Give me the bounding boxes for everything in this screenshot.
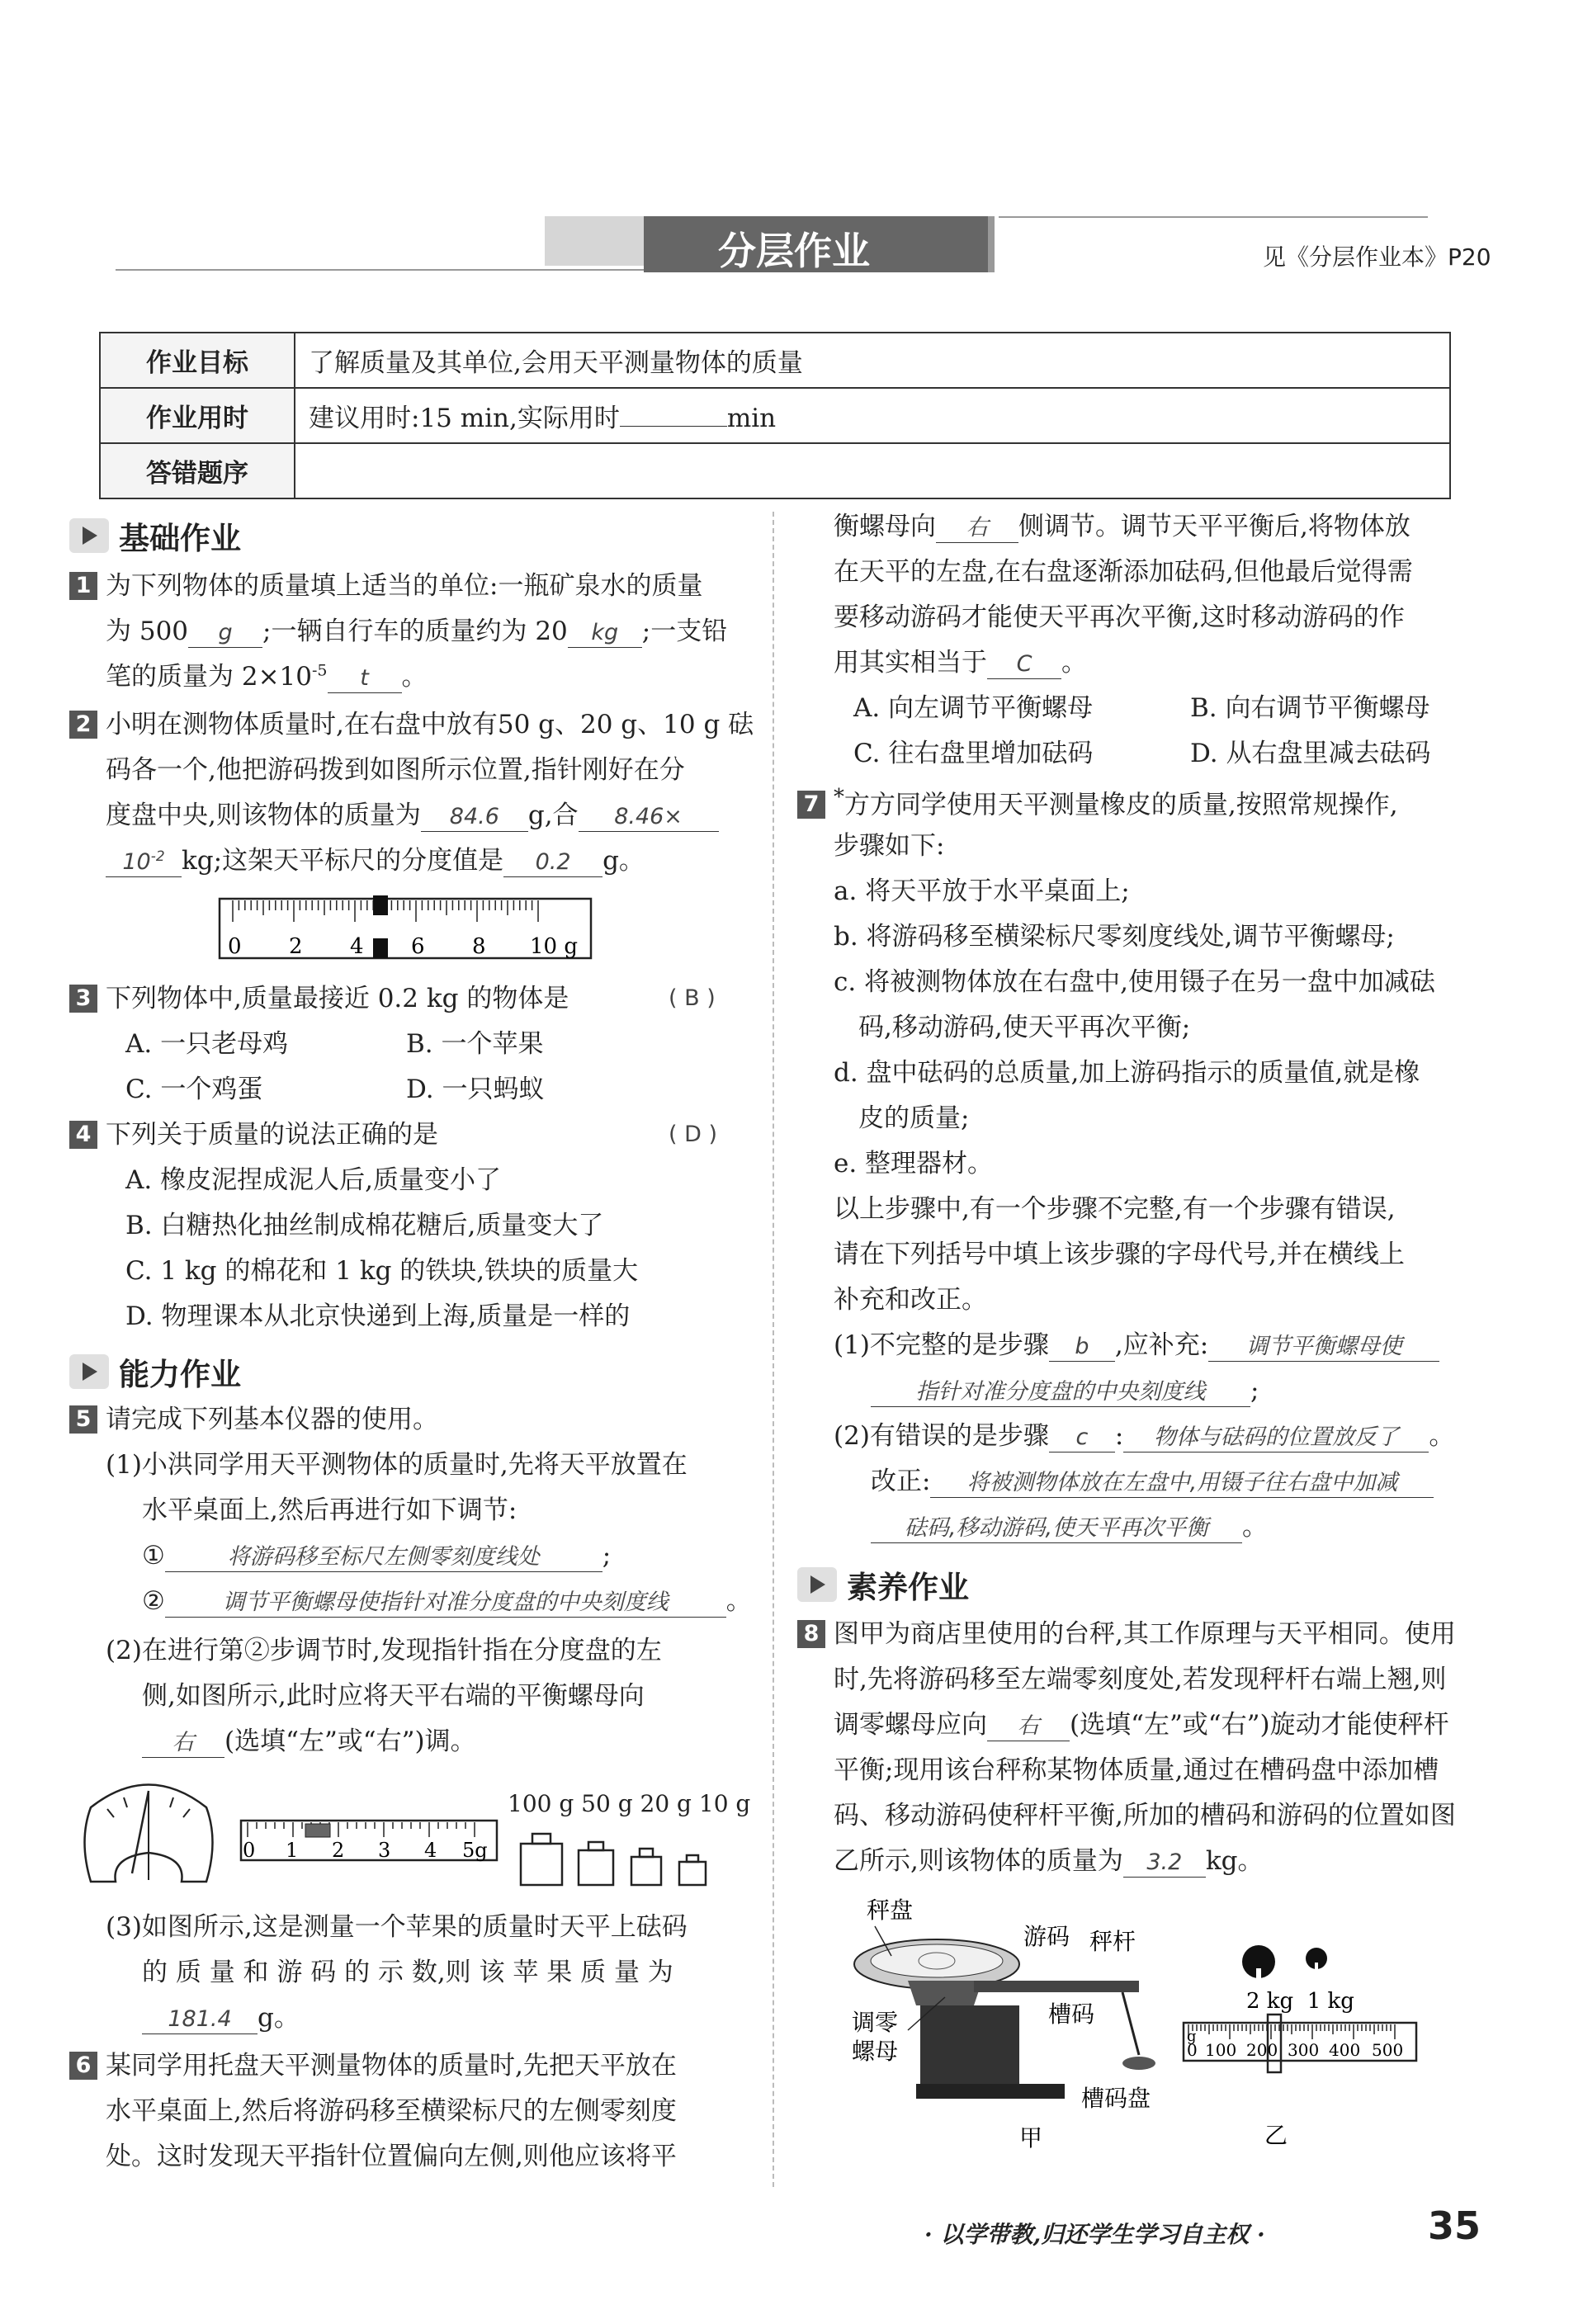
answer-blank[interactable]: g [188,619,262,648]
header-right-line [999,216,1428,218]
table-value[interactable] [295,443,1450,498]
q1-text: ;一辆自行车的质量约为 20 [262,616,568,646]
q7-line1 [797,784,1398,822]
header-ref: 见《分层作业本》P20 [1263,243,1491,271]
answer-blank[interactable]: 调节平衡螺母使 [1208,1333,1439,1362]
question-number: 3 [69,985,97,1013]
q2-text: 度盘中央,则该物体的质量为 [106,801,421,830]
q8-scale-figure-jia [842,1890,1188,2162]
answer-blank[interactable]: 物体与砝码的位置放反了 [1123,1424,1429,1452]
q6-option-b: B. 向右调节平衡螺母 [1190,693,1430,723]
q5-p1-line1: (1)小洪同学用天平测物体的质量时,先将天平放置在 [106,1450,688,1480]
q7-p1b [871,1374,1259,1407]
q7-fix2 [871,1510,1268,1543]
q7-text: : [1114,1421,1124,1451]
q3-stem [69,982,569,1015]
ruler-label: 500 [1372,2040,1404,2060]
answer-blank[interactable]: 0.2 [503,848,602,877]
q7-s1: 以上步骤中,有一个步骤不完整,有一个步骤有错误, [834,1194,1396,1224]
ruler-ticks [1188,2024,1395,2039]
q5-ruler-figure [239,1816,503,1865]
q5-weights-figure [516,1824,730,1890]
q7-text: 改正: [871,1467,931,1496]
ruler-label: 4 [350,934,364,959]
answer-blank[interactable]: b [1049,1333,1115,1362]
q6-r1 [834,510,1411,543]
time-text: 建议用时:15 min,实际用时 [309,404,620,433]
ruler-label: 6 [411,934,425,959]
q2-line4 [106,844,645,877]
answer-blank[interactable]: 181.4 [142,2005,258,2034]
q3-answer: ( B ) [669,985,716,1011]
q7-step-a: a. 将天平放于水平桌面上; [834,876,1130,906]
header-title: 分层作业 [718,229,870,273]
ruler-label: 4 [424,1839,437,1862]
q5-text: (选填“左”或“右”)调。 [224,1726,476,1756]
section-title: 素养作业 [847,1570,969,1605]
q6-option-c: C. 往右盘里增加砝码 [853,739,1094,768]
q4-answer: ( D ) [669,1122,718,1147]
q6-option-a: A. 向左调节平衡螺母 [853,693,1094,723]
q6-line2: 水平桌面上,然后将游码移至横梁标尺的左侧零刻度 [106,2096,677,2126]
ruler-label: 300 [1288,2040,1320,2060]
arrow-icon [797,1567,837,1602]
q2-ruler-figure [216,895,596,963]
q4-option-d: D. 物理课本从北京快递到上海,质量是一样的 [125,1301,631,1331]
question-number: 4 [69,1121,97,1149]
q8-line1 [797,1618,1456,1651]
ruler-label: 3 [378,1839,391,1862]
q5-c1 [142,1539,611,1572]
section-literacy [797,1562,969,1607]
q7-text: ,应补充: [1114,1330,1209,1360]
answer-blank[interactable]: 8.46× [579,803,719,832]
q2-line1 [69,708,754,741]
answer-blank[interactable]: 右 [142,1729,224,1758]
q7-text: 方方同学使用天平测量橡皮的质量,按照常规操作, [843,790,1398,820]
section-basic [69,513,241,558]
label-rider: 游码 [1023,1923,1070,1950]
answer-blank[interactable]: 将游码移至标尺左侧零刻度线处 [165,1543,602,1572]
q6-text: 某同学用托盘天平测量物体的质量时,先把天平放在 [106,2051,677,2081]
q5-c2 [142,1585,752,1618]
q3-option-a: A. 一只老母鸡 [125,1029,289,1059]
q8-line6 [834,1845,1264,1878]
q7-line2: 步骤如下: [834,831,945,861]
label-pan: 秤盘 [867,1897,914,1924]
ruler-label: 10 g [530,934,578,959]
table-label: 作业用时 [100,388,295,443]
q5-p2-line1: (2)在进行第②步调节时,发现指针指在分度盘的左 [106,1636,662,1665]
q1-line1 [69,569,702,602]
rider-marker [373,938,388,958]
q7-step-b: b. 将游码移至横梁标尺零刻度线处,调节平衡螺母; [834,922,1395,952]
q6-text: 衡螺母向 [834,512,936,541]
q3-option-d: D. 一只蚂蚁 [406,1075,545,1104]
q6-option-d: D. 从右盘里减去砝码 [1190,739,1431,768]
time-unit: min [726,404,777,433]
q4-stem [69,1118,438,1151]
q7-p1 [834,1329,1439,1362]
info-table [99,332,1451,499]
q7-step-d1: d. 盘中砝码的总质量,加上游码指示的质量值,就是橡 [834,1058,1420,1088]
q8-scale-figure-yi [1180,1935,1428,2158]
q8-text: 图甲为商店里使用的台秤,其工作原理与天平相同。使用 [834,1619,1456,1649]
q5-stem [69,1403,438,1436]
question-number: 6 [69,2052,97,2080]
q6-r3: 要移动游码才能使天平再次平衡,这时移动游码的作 [834,602,1405,632]
q5-p2-line3 [142,1725,476,1758]
q4-option-b: B. 白糖热化抽丝制成棉花糖后,质量变大了 [125,1211,604,1240]
table-row [100,388,1450,443]
ruler-label: 200 [1246,2040,1278,2060]
q8-text: kg。 [1205,1846,1264,1876]
q7-p2 [834,1419,1454,1452]
answer-blank[interactable]: 右 [936,514,1018,543]
ruler-unit: g [1187,2028,1197,2045]
ruler-label: 0 [243,1839,256,1862]
column-divider [773,512,774,2187]
label-slot-weight: 槽码 [1048,2000,1095,2028]
label-yi: 乙 [1264,2122,1288,2149]
punct: 。 [725,1586,752,1616]
table-row [100,443,1450,498]
q1-text: 笔的质量为 2×10 [106,662,312,692]
q8-line3 [834,1708,1449,1741]
q5-weights-label: 100 g 50 g 20 g 10 g [508,1790,751,1817]
q3-option-b: B. 一个苹果 [406,1029,544,1059]
q4-option-c: C. 1 kg 的棉花和 1 kg 的铁块,铁块的质量大 [125,1256,639,1286]
label-slot-pan: 槽码盘 [1081,2085,1151,2112]
header-left-line [116,269,644,271]
q5-p3-line1: (3)如图所示,这是测量一个苹果的质量时天平上砝码 [106,1912,688,1942]
q5-p2-line2: 侧,如图所示,此时应将天平右端的平衡螺母向 [142,1681,645,1711]
arrow-icon [69,518,109,553]
header-banner-shadow [545,216,660,266]
circled-number: ② [142,1586,165,1616]
answer-blank[interactable]: 3.2 [1123,1849,1206,1878]
slot-weights-label: 2 kg 1 kg [1246,1989,1354,2014]
q2-line3 [106,799,719,832]
q5-p1-line2: 水平桌面上,然后再进行如下调节: [142,1495,517,1525]
question-number: 8 [797,1620,825,1648]
q6-r4 [834,646,1087,679]
ruler-ticks [248,1822,475,1837]
question-number: 7 [797,791,825,819]
q6-line1 [69,2049,677,2082]
table-label: 答错题序 [100,443,295,498]
label-beam: 秤杆 [1089,1928,1136,1955]
ruler-label: 0 [1187,2040,1198,2060]
label-zero-2: 螺母 [852,2038,899,2065]
question-number: 1 [69,572,97,600]
q7-text: (1)不完整的是步骤 [834,1330,1049,1360]
q2-text: kg;这架天平标尺的分度值是 [182,846,504,876]
question-number: 2 [69,711,97,739]
q8-line5: 码、移动游码使秤杆平衡,所加的槽码和游码的位置如图 [834,1801,1456,1830]
ruler-label: 2 [332,1839,345,1862]
table-value [295,388,1450,443]
table-row [100,333,1450,388]
q6-r2: 在天平的左盘,在右盘逐渐添加砝码,但他最后觉得需 [834,557,1413,587]
q6-text: 。 [1061,648,1087,678]
q3-text: 下列物体中,质量最接近 0.2 kg 的物体是 [106,984,569,1013]
q1-text: 为 500 [106,616,189,646]
q7-step-e: e. 整理器材。 [834,1149,994,1179]
rider-marker [305,1824,330,1837]
ruler-label: 2 [289,934,303,959]
punct: 。 [1429,1421,1455,1451]
answer-blank[interactable]: t [328,664,402,693]
q8-text: (选填“左”或“右”)旋动才能使秤杆 [1070,1710,1449,1740]
answer-blank[interactable]: c [1049,1424,1115,1452]
q6-line3: 处。这时发现天平指针位置偏向左侧,则他应该将平 [106,2142,677,2171]
q5-p3-line2: 的 质 量 和 游 码 的 示 数,则 该 苹 果 质 量 为 [142,1958,673,1987]
section-title: 能力作业 [119,1357,241,1392]
page-number: 35 [1428,2204,1481,2248]
section-title: 基础作业 [119,521,241,556]
q8-text: 乙所示,则该物体的质量为 [834,1846,1123,1876]
q5-p3-line3 [142,2001,300,2034]
q1-line2 [106,615,727,648]
q5-dial-figure [74,1774,223,1898]
ruler-label: 8 [472,934,486,959]
q7-s3: 补充和改正。 [834,1285,987,1315]
time-blank[interactable] [620,426,727,427]
q7-step-c2: 码,移动游码,使天平再次平衡; [858,1013,1191,1042]
ruler-label: 5g [462,1839,488,1862]
q8-text: 调零螺母应向 [834,1710,987,1740]
ruler-label: 400 [1329,2040,1361,2060]
q1-text: ;一支铅 [641,616,728,646]
answer-blank[interactable]: kg [568,619,642,648]
q8-line2: 时,先将游码移至左端零刻度处,若发现秤杆右端上翘,则 [834,1665,1447,1694]
q1-text: 。 [401,662,428,692]
q4-text: 下列关于质量的说法正确的是 [106,1120,438,1150]
q7-fix1 [871,1465,1434,1498]
q8-line4: 平衡;现用该台秤称某物体质量,通过在槽码盘中添加槽 [834,1755,1439,1785]
ruler-label: 100 [1205,2040,1237,2060]
label-jia: 甲 [1019,2124,1043,2152]
q2-line2: 码各一个,他把游码拨到如图所示位置,指针刚好在分 [106,755,685,785]
answer-blank[interactable] [106,848,182,877]
arrow-icon [69,1354,109,1389]
q6-text: 用其实相当于 [834,648,987,678]
answer-blank[interactable]: 砝码,移动游码,使天平再次平衡 [871,1514,1242,1543]
q5-text: 请完成下列基本仪器的使用。 [106,1405,438,1434]
ruler-label: 1 [286,1839,299,1862]
q5-text: g。 [258,2003,300,2033]
q4-option-a: A. 橡皮泥捏成泥人后,质量变小了 [125,1165,501,1195]
rider-marker [373,895,388,915]
table-label: 作业目标 [100,333,295,388]
footer-slogan: · 以学带教,归还学生学习自主权 · [924,2221,1265,2248]
q2-text: g,合 [527,801,579,830]
q2-text: g。 [602,846,645,876]
punct: ; [602,1541,612,1571]
exponent: -2 [150,848,165,865]
q7-s2: 请在下列括号中填上该步骤的字母代号,并在横线上 [834,1240,1405,1269]
answer-blank[interactable]: C [987,650,1061,679]
q7-step-d2: 皮的质量; [858,1103,970,1133]
punct: ; [1250,1376,1259,1405]
q1-line3 [106,660,428,693]
answer-blank[interactable]: 将被测物体放在左盘中,用镊子往右盘中加减 [930,1469,1434,1498]
q7-text: (2)有错误的是步骤 [834,1421,1049,1451]
q1-text: 为下列物体的质量填上适当的单位:一瓶矿泉水的质量 [106,571,703,601]
section-ability [69,1349,241,1394]
question-number: 5 [69,1405,97,1434]
exponent: -5 [312,661,328,680]
q6-text: 侧调节。调节天平平衡后,将物体放 [1018,512,1411,541]
circled-number: ① [142,1541,165,1571]
star-mark: * [834,785,844,810]
answer-text: 10 [122,849,151,875]
ruler-label: 0 [228,934,242,959]
punct: 。 [1242,1512,1268,1542]
table-value: 了解质量及其单位,会用天平测量物体的质量 [295,333,1450,388]
q7-step-c1: c. 将被测物体放在右盘中,使用镊子在另一盘中加减砝 [834,967,1435,997]
q3-option-c: C. 一个鸡蛋 [125,1075,263,1104]
label-zero-1: 调零 [852,2009,899,2036]
answer-blank[interactable]: 指针对准分度盘的中央刻度线 [871,1378,1250,1407]
q2-text: 小明在测物体质量时,在右盘中放有50 g、20 g、10 g 砝 [106,710,754,739]
answer-blank[interactable]: 84.6 [421,803,528,832]
answer-blank[interactable]: 右 [987,1712,1070,1741]
answer-blank[interactable]: 调节平衡螺母使指针对准分度盘的中央刻度线 [165,1589,726,1618]
